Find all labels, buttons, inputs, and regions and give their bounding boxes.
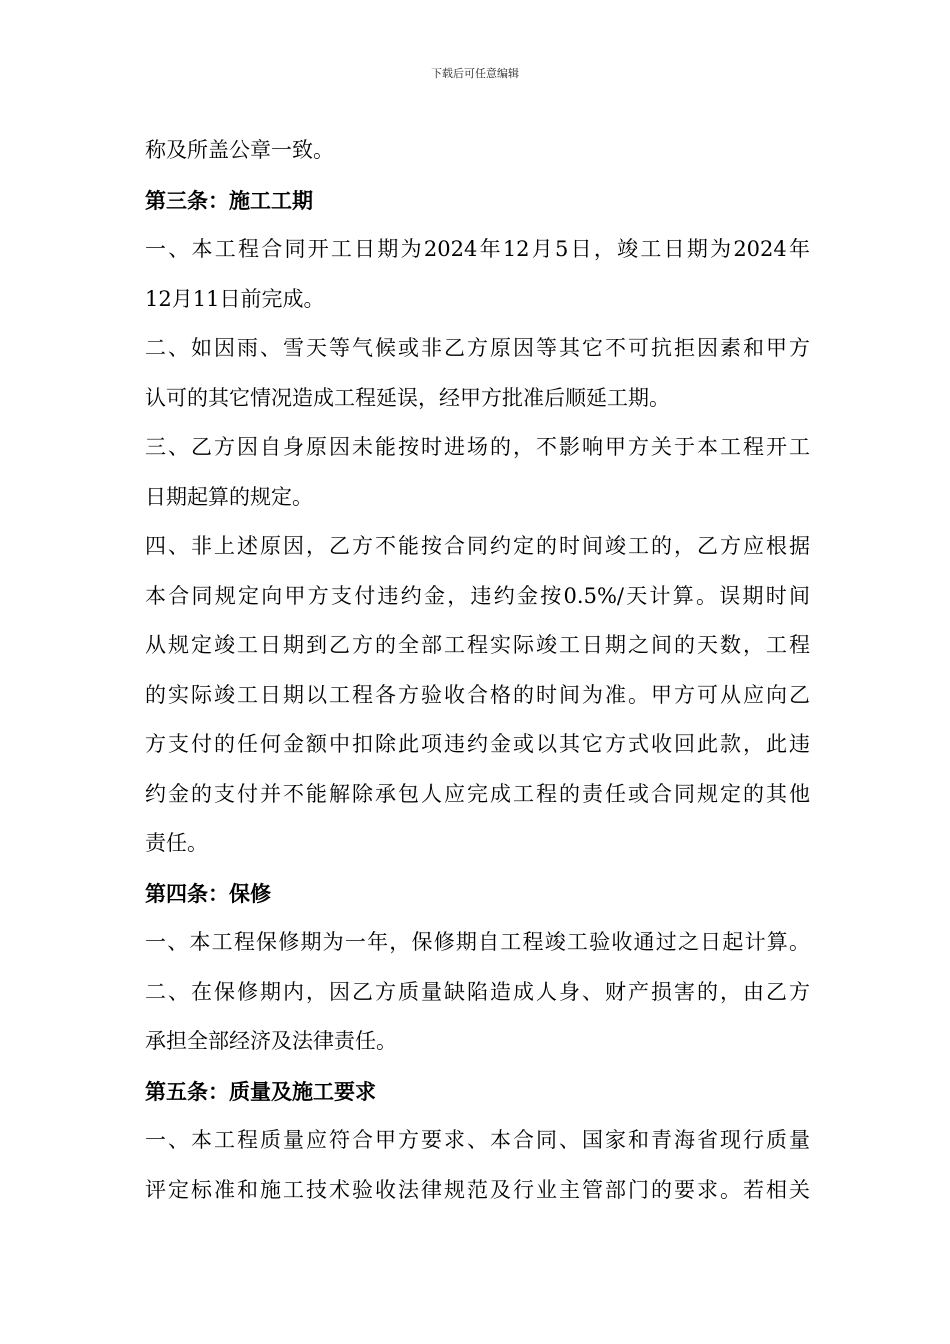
document-body (145, 126, 810, 1215)
text-line: 日期起算的规定。 (145, 484, 313, 509)
text-line: 二、如因雨、雪天等气候或非乙方原因等其它不可抗拒因素和甲方 (145, 336, 810, 360)
text-line: 的实际竣工日期以工程各方验收合格的时间为准。甲方可从应向乙 (145, 682, 810, 707)
text-line: 四、非上述原因，乙方不能按合同约定的时间竣工的，乙方应根据 (145, 534, 810, 558)
text-line: 认可的其它情况造成工程延误，经甲方批准后顺延工期。 (145, 385, 670, 410)
text-line: 承担全部经济及法律责任。 (145, 1029, 397, 1053)
text-line: 评定标准和施工技术验收法律规范及行业主管部门的要求。若相关 (145, 1177, 810, 1202)
text-line: 一、本工程保修期为一年，保修期自工程竣工验收通过之日起计算。 (145, 930, 810, 954)
text-line: 方支付的任何金额中扣除此项违约金或以其它方式收回此款，此违 (145, 732, 810, 756)
text-line: 三、乙方因自身原因未能按时进场的，不影响甲方关于本工程开工 (145, 435, 810, 459)
text-line: 约金的支付并不能解除承包人应完成工程的责任或合同规定的其他 (145, 781, 810, 806)
text-line: 称及所盖公章一致。 (145, 138, 334, 162)
text-line: 一、本工程合同开工日期为2024年12月5日，竣工日期为2024年 (145, 237, 810, 261)
text-line: 从规定竣工日期到乙方的全部工程实际竣工日期之间的天数，工程 (145, 633, 810, 657)
text-line: 二、在保修期内，因乙方质量缺陷造成人身、财产损害的，由乙方 (145, 979, 810, 1004)
section-heading: 第三条：施工工期 (145, 187, 313, 213)
text-line: 一、本工程质量应符合甲方要求、本合同、国家和青海省现行质量 (145, 1128, 810, 1152)
text-line: 12月11日前完成。 (145, 286, 325, 311)
section-heading: 第四条：保修 (145, 880, 271, 906)
text-line: 本合同规定向甲方支付违约金，违约金按0.5%/天计算。误期时间 (145, 583, 810, 608)
page-header: 下载后可任意编辑 (431, 67, 519, 80)
text-line: 责任。 (145, 831, 208, 855)
section-heading: 第五条：质量及施工要求 (145, 1078, 376, 1104)
